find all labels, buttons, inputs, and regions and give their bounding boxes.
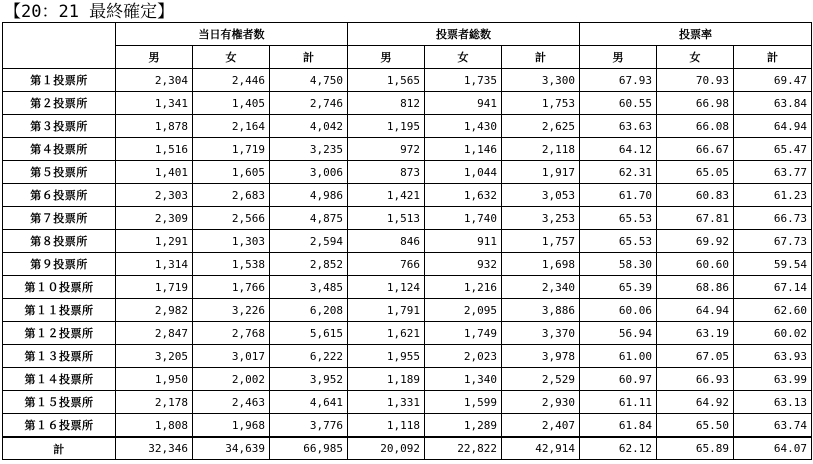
value-cell: 62.12 — [580, 437, 657, 460]
value-cell: 63.13 — [734, 391, 812, 414]
value-cell: 59.54 — [734, 253, 812, 276]
header-registered-voters: 当日有権者数 — [116, 23, 348, 46]
value-cell: 3,370 — [502, 322, 580, 345]
value-cell: 812 — [348, 92, 425, 115]
value-cell: 1,044 — [425, 161, 502, 184]
polling-station-name: 第５投票所 — [3, 161, 116, 184]
value-cell: 1,955 — [348, 345, 425, 368]
value-cell: 3,226 — [193, 299, 270, 322]
value-cell: 1,340 — [425, 368, 502, 391]
value-cell: 2,340 — [502, 276, 580, 299]
value-cell: 4,042 — [270, 115, 348, 138]
table-row — [3, 299, 812, 322]
value-cell: 4,750 — [270, 69, 348, 92]
table-row — [3, 276, 812, 299]
value-cell: 70.93 — [657, 69, 734, 92]
value-cell: 4,641 — [270, 391, 348, 414]
table-row — [3, 207, 812, 230]
value-cell: 34,639 — [193, 437, 270, 460]
value-cell: 1,303 — [193, 230, 270, 253]
value-cell: 2,023 — [425, 345, 502, 368]
polling-station-name: 第１５投票所 — [3, 391, 116, 414]
value-cell: 60.83 — [657, 184, 734, 207]
value-cell: 1,195 — [348, 115, 425, 138]
value-cell: 1,289 — [425, 414, 502, 438]
value-cell: 69.92 — [657, 230, 734, 253]
value-cell: 3,952 — [270, 368, 348, 391]
value-cell: 58.30 — [580, 253, 657, 276]
table-row — [3, 368, 812, 391]
value-cell: 22,822 — [425, 437, 502, 460]
polling-station-name: 第４投票所 — [3, 138, 116, 161]
value-cell: 65.50 — [657, 414, 734, 438]
turnout-table — [2, 22, 812, 460]
value-cell: 2,463 — [193, 391, 270, 414]
table-row — [3, 414, 812, 438]
value-cell: 2,768 — [193, 322, 270, 345]
value-cell: 2,095 — [425, 299, 502, 322]
value-cell: 3,205 — [116, 345, 193, 368]
value-cell: 1,719 — [193, 138, 270, 161]
value-cell: 66.73 — [734, 207, 812, 230]
value-cell: 1,189 — [348, 368, 425, 391]
value-cell: 1,740 — [425, 207, 502, 230]
value-cell: 63.99 — [734, 368, 812, 391]
header-female: 女 — [193, 46, 270, 69]
value-cell: 65.53 — [580, 207, 657, 230]
value-cell: 32,346 — [116, 437, 193, 460]
value-cell: 67.14 — [734, 276, 812, 299]
header-female: 女 — [425, 46, 502, 69]
value-cell: 932 — [425, 253, 502, 276]
table-row — [3, 161, 812, 184]
value-cell: 2,930 — [502, 391, 580, 414]
value-cell: 60.06 — [580, 299, 657, 322]
value-cell: 2,178 — [116, 391, 193, 414]
value-cell: 3,886 — [502, 299, 580, 322]
value-cell: 2,446 — [193, 69, 270, 92]
polling-station-name: 第１投票所 — [3, 69, 116, 92]
value-cell: 60.60 — [657, 253, 734, 276]
table-row — [3, 138, 812, 161]
value-cell: 66.67 — [657, 138, 734, 161]
value-cell: 2,002 — [193, 368, 270, 391]
table-row — [3, 391, 812, 414]
polling-station-name: 第６投票所 — [3, 184, 116, 207]
polling-station-name: 第１６投票所 — [3, 414, 116, 438]
value-cell: 6,208 — [270, 299, 348, 322]
value-cell: 3,253 — [502, 207, 580, 230]
value-cell: 1,331 — [348, 391, 425, 414]
table-row — [3, 115, 812, 138]
value-cell: 1,565 — [348, 69, 425, 92]
table-row — [3, 345, 812, 368]
value-cell: 1,341 — [116, 92, 193, 115]
value-cell: 2,982 — [116, 299, 193, 322]
value-cell: 2,118 — [502, 138, 580, 161]
value-cell: 3,300 — [502, 69, 580, 92]
value-cell: 60.97 — [580, 368, 657, 391]
value-cell: 64.07 — [734, 437, 812, 460]
value-cell: 67.81 — [657, 207, 734, 230]
header-total: 計 — [502, 46, 580, 69]
value-cell: 1,753 — [502, 92, 580, 115]
table-row — [3, 322, 812, 345]
value-cell: 5,615 — [270, 322, 348, 345]
value-cell: 1,599 — [425, 391, 502, 414]
value-cell: 766 — [348, 253, 425, 276]
table-body — [3, 69, 812, 460]
value-cell: 2,594 — [270, 230, 348, 253]
value-cell: 1,749 — [425, 322, 502, 345]
header-corner-cell — [3, 23, 116, 69]
value-cell: 1,791 — [348, 299, 425, 322]
polling-station-name: 第１４投票所 — [3, 368, 116, 391]
value-cell: 63.63 — [580, 115, 657, 138]
value-cell: 941 — [425, 92, 502, 115]
value-cell: 873 — [348, 161, 425, 184]
value-cell: 65.39 — [580, 276, 657, 299]
total-label: 計 — [3, 437, 116, 460]
value-cell: 63.74 — [734, 414, 812, 438]
value-cell: 61.00 — [580, 345, 657, 368]
value-cell: 1,605 — [193, 161, 270, 184]
value-cell: 65.53 — [580, 230, 657, 253]
polling-station-name: 第７投票所 — [3, 207, 116, 230]
value-cell: 1,968 — [193, 414, 270, 438]
value-cell: 64.92 — [657, 391, 734, 414]
header-turnout-rate: 投票率 — [580, 23, 812, 46]
value-cell: 1,917 — [502, 161, 580, 184]
value-cell: 1,291 — [116, 230, 193, 253]
value-cell: 1,757 — [502, 230, 580, 253]
value-cell: 1,421 — [348, 184, 425, 207]
value-cell: 63.93 — [734, 345, 812, 368]
value-cell: 911 — [425, 230, 502, 253]
value-cell: 60.55 — [580, 92, 657, 115]
polling-station-name: 第９投票所 — [3, 253, 116, 276]
value-cell: 62.60 — [734, 299, 812, 322]
value-cell: 1,118 — [348, 414, 425, 438]
value-cell: 61.11 — [580, 391, 657, 414]
value-cell: 2,847 — [116, 322, 193, 345]
value-cell: 1,878 — [116, 115, 193, 138]
value-cell: 1,516 — [116, 138, 193, 161]
value-cell: 2,529 — [502, 368, 580, 391]
table-row — [3, 69, 812, 92]
table-row — [3, 92, 812, 115]
value-cell: 62.31 — [580, 161, 657, 184]
value-cell: 2,304 — [116, 69, 193, 92]
value-cell: 60.02 — [734, 322, 812, 345]
value-cell: 69.47 — [734, 69, 812, 92]
value-cell: 2,164 — [193, 115, 270, 138]
value-cell: 1,719 — [116, 276, 193, 299]
polling-station-name: 第３投票所 — [3, 115, 116, 138]
value-cell: 1,808 — [116, 414, 193, 438]
value-cell: 1,216 — [425, 276, 502, 299]
value-cell: 6,222 — [270, 345, 348, 368]
value-cell: 1,632 — [425, 184, 502, 207]
value-cell: 61.23 — [734, 184, 812, 207]
value-cell: 1,735 — [425, 69, 502, 92]
value-cell: 2,407 — [502, 414, 580, 438]
value-cell: 4,986 — [270, 184, 348, 207]
value-cell: 67.93 — [580, 69, 657, 92]
polling-station-name: 第１１投票所 — [3, 299, 116, 322]
value-cell: 61.70 — [580, 184, 657, 207]
value-cell: 1,124 — [348, 276, 425, 299]
value-cell: 67.05 — [657, 345, 734, 368]
value-cell: 2,625 — [502, 115, 580, 138]
value-cell: 3,017 — [193, 345, 270, 368]
value-cell: 1,538 — [193, 253, 270, 276]
value-cell: 1,766 — [193, 276, 270, 299]
header-male: 男 — [580, 46, 657, 69]
value-cell: 61.84 — [580, 414, 657, 438]
polling-station-name: 第１０投票所 — [3, 276, 116, 299]
value-cell: 68.86 — [657, 276, 734, 299]
polling-station-name: 第２投票所 — [3, 92, 116, 115]
value-cell: 65.05 — [657, 161, 734, 184]
value-cell: 63.77 — [734, 161, 812, 184]
header-total: 計 — [270, 46, 348, 69]
value-cell: 3,235 — [270, 138, 348, 161]
polling-station-name: 第８投票所 — [3, 230, 116, 253]
value-cell: 1,698 — [502, 253, 580, 276]
table-row — [3, 230, 812, 253]
header-male: 男 — [116, 46, 193, 69]
value-cell: 66.08 — [657, 115, 734, 138]
header-female: 女 — [657, 46, 734, 69]
value-cell: 846 — [348, 230, 425, 253]
value-cell: 64.12 — [580, 138, 657, 161]
value-cell: 1,405 — [193, 92, 270, 115]
value-cell: 1,950 — [116, 368, 193, 391]
value-cell: 66.98 — [657, 92, 734, 115]
value-cell: 2,852 — [270, 253, 348, 276]
value-cell: 2,746 — [270, 92, 348, 115]
page-title: 【20：21 最終確定】 — [4, 2, 175, 22]
value-cell: 1,430 — [425, 115, 502, 138]
value-cell: 20,092 — [348, 437, 425, 460]
value-cell: 3,053 — [502, 184, 580, 207]
value-cell: 64.94 — [734, 115, 812, 138]
value-cell: 4,875 — [270, 207, 348, 230]
header-sub-row — [3, 46, 812, 69]
value-cell: 1,621 — [348, 322, 425, 345]
value-cell: 66,985 — [270, 437, 348, 460]
table-row — [3, 253, 812, 276]
value-cell: 2,303 — [116, 184, 193, 207]
value-cell: 56.94 — [580, 322, 657, 345]
value-cell: 1,513 — [348, 207, 425, 230]
polling-station-name: 第１２投票所 — [3, 322, 116, 345]
value-cell: 972 — [348, 138, 425, 161]
value-cell: 2,683 — [193, 184, 270, 207]
value-cell: 3,776 — [270, 414, 348, 438]
value-cell: 67.73 — [734, 230, 812, 253]
value-cell: 3,485 — [270, 276, 348, 299]
value-cell: 63.84 — [734, 92, 812, 115]
header-male: 男 — [348, 46, 425, 69]
value-cell: 2,566 — [193, 207, 270, 230]
value-cell: 3,006 — [270, 161, 348, 184]
polling-station-name: 第１３投票所 — [3, 345, 116, 368]
value-cell: 1,401 — [116, 161, 193, 184]
total-row — [3, 437, 812, 460]
value-cell: 64.94 — [657, 299, 734, 322]
header-group-row — [3, 23, 812, 46]
value-cell: 1,146 — [425, 138, 502, 161]
value-cell: 66.93 — [657, 368, 734, 391]
value-cell: 2,309 — [116, 207, 193, 230]
table-row — [3, 184, 812, 207]
value-cell: 1,314 — [116, 253, 193, 276]
value-cell: 42,914 — [502, 437, 580, 460]
header-total: 計 — [734, 46, 812, 69]
value-cell: 65.89 — [657, 437, 734, 460]
value-cell: 65.47 — [734, 138, 812, 161]
value-cell: 3,978 — [502, 345, 580, 368]
value-cell: 63.19 — [657, 322, 734, 345]
header-total-voters: 投票者総数 — [348, 23, 580, 46]
